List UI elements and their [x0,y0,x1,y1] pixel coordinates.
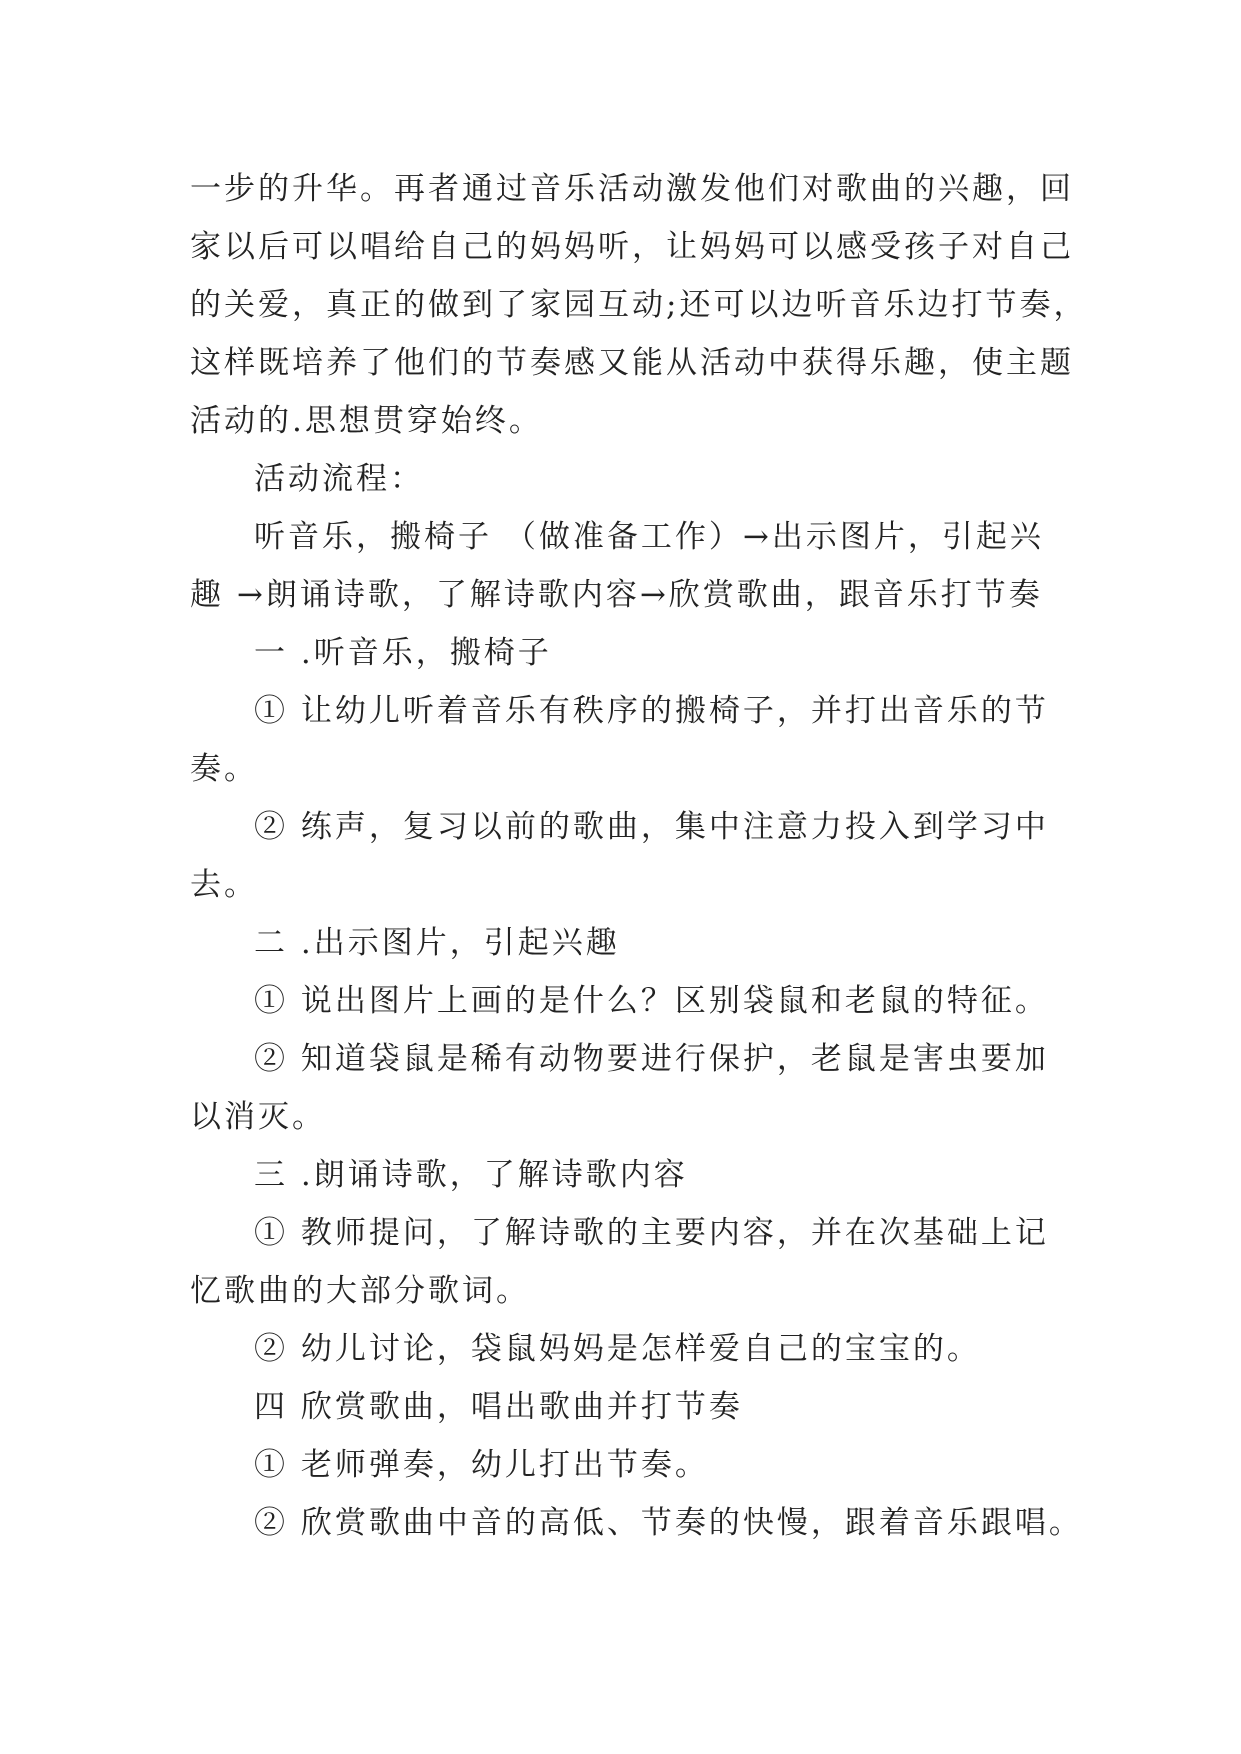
section-heading-1 [190,624,1070,682]
document-body [190,160,1088,1552]
text-line: 活动流程： [254,461,424,497]
text-line: 活动的.思想贯穿始终。 [190,403,543,439]
text-line: 以消灭。 [190,1099,326,1135]
list-item-2-2 [190,1030,1070,1146]
list-item-1-2 [190,798,1070,914]
text-line: ① 说出图片上画的是什么？区别袋鼠和老鼠的特征。 [254,983,1049,1019]
text-line: 忆歌曲的大部分歌词。 [190,1273,530,1309]
text-line: 去。 [190,867,258,903]
text-line: ② 知道袋鼠是稀有动物要进行保护，老鼠是害虫要加 [254,1041,1049,1077]
text-line: ① 教师提问，了解诗歌的主要内容，并在次基础上记 [254,1215,1049,1251]
list-item-4-1 [190,1436,1070,1494]
text-line: 的关爱，真正的做到了家园互动;还可以边听音乐边打节奏， [190,287,1088,323]
section-heading-2 [190,914,1070,972]
text-line: ② 欣赏歌曲中音的高低、节奏的快慢，跟着音乐跟唱。 [254,1505,1083,1541]
text-line: 三 .朗诵诗歌，了解诗歌内容 [254,1157,688,1193]
list-item-1-1 [190,682,1070,798]
text-line: 一步的升华。再者通过音乐活动激发他们对歌曲的兴趣，回 [190,171,1074,207]
section-heading-4 [190,1378,1070,1436]
list-item-3-1 [190,1204,1070,1320]
text-line: 家以后可以唱给自己的妈妈听，让妈妈可以感受孩子对自己 [190,229,1074,265]
section-heading-flow [190,450,1070,508]
text-line: 这样既培养了他们的节奏感又能从活动中获得乐趣，使主题 [190,345,1074,381]
paragraph-flow [190,508,1070,624]
text-line: ① 老师弹奏，幼儿打出节奏。 [254,1447,709,1483]
list-item-4-2 [190,1494,1083,1552]
text-line: 听音乐，搬椅子 （做准备工作）→出示图片，引起兴 [254,519,1044,555]
list-item-2-1 [190,972,1070,1030]
text-line: ① 让幼儿听着音乐有秩序的搬椅子，并打出音乐的节 [254,693,1049,729]
text-line: 四 欣赏歌曲，唱出歌曲并打节奏 [254,1389,743,1425]
text-line: 趣 →朗诵诗歌，了解诗歌内容→欣赏歌曲，跟音乐打节奏 [190,577,1043,613]
text-line: ② 幼儿讨论，袋鼠妈妈是怎样爱自己的宝宝的。 [254,1331,981,1367]
text-line: ② 练声，复习以前的歌曲，集中注意力投入到学习中 [254,809,1049,845]
text-line: 二 .出示图片，引起兴趣 [254,925,620,961]
text-line: 一 .听音乐，搬椅子 [254,635,552,671]
section-heading-3 [190,1146,1070,1204]
paragraph-intro [190,160,1088,450]
list-item-3-2 [190,1320,1070,1378]
text-line: 奏。 [190,751,258,787]
